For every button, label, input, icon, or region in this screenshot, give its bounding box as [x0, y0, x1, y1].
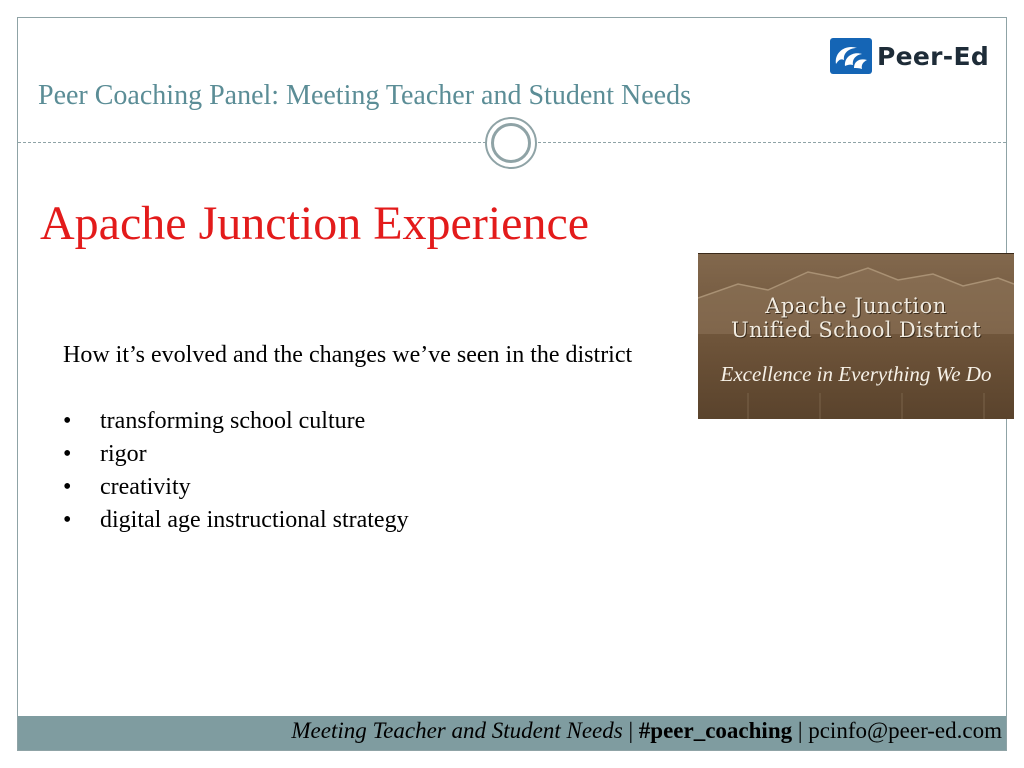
bullet-item: • digital age instructional strategy [63, 504, 683, 537]
panel-title: Peer Coaching Panel: Meeting Teacher and Student Needs [38, 80, 691, 111]
footer-text [291, 718, 1002, 744]
district-name-line1: Apache Junction [765, 294, 947, 318]
footer-separator: | [628, 718, 634, 743]
footer-event: Meeting Teacher and Student Needs [291, 718, 623, 743]
bullet-item: • transforming school culture [63, 405, 683, 438]
circle-ornament-icon [485, 117, 537, 169]
logo-text: Peer-Ed [877, 41, 990, 71]
bullet-item: • rigor [63, 438, 683, 471]
footer-hashtag: peer_coaching [650, 718, 793, 743]
banner-stripes [698, 393, 1014, 419]
footer-hashtag-prefix: # [638, 718, 651, 743]
district-name-line2: Unified School District [731, 318, 981, 342]
peer-ed-swirl-icon [830, 38, 872, 74]
intro-text: How it’s evolved and the changes we’ve seen in the district [63, 342, 633, 368]
district-tagline: Excellence in Everything We Do [720, 362, 992, 386]
footer-email: pcinfo@peer-ed.com [808, 718, 1002, 743]
bullet-list [63, 405, 683, 537]
bullet-item: • creativity [63, 471, 683, 504]
footer-separator: | [797, 718, 803, 743]
district-banner-image [698, 253, 1014, 419]
slide-body [63, 339, 683, 537]
peer-ed-logo [830, 38, 989, 74]
slide-heading: Apache Junction Experience [40, 197, 590, 250]
circle-ornament-inner [491, 123, 531, 163]
footer-bar [18, 716, 1006, 750]
